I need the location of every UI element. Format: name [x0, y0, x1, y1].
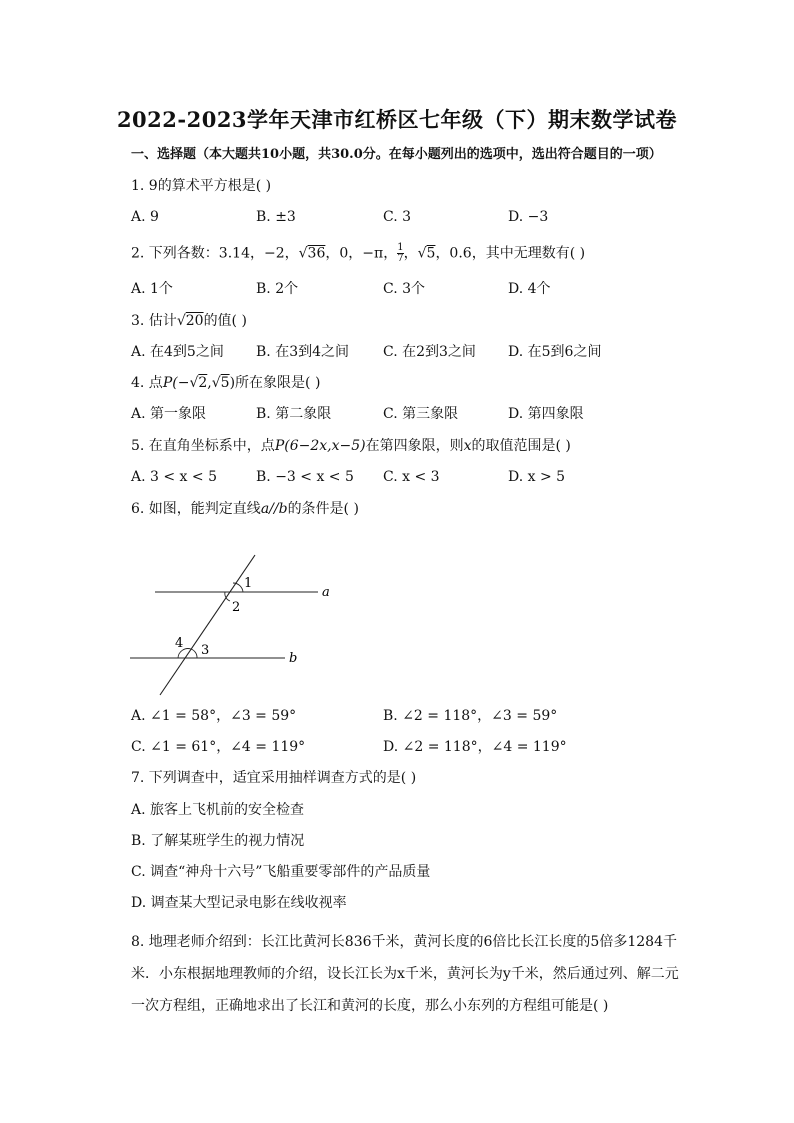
q6-option-b: B. ∠2 = 118°，∠3 = 59°	[383, 708, 558, 724]
q5-variable: x	[463, 438, 472, 454]
q7-option-c: C. 调查“神舟十六号”飞船重要零部件的产品质量	[131, 864, 431, 880]
q2-option-a: A. 1个	[131, 281, 173, 297]
q3-prefix: 3. 估计	[131, 313, 177, 329]
q3-option-a: A. 在4到5之间	[131, 344, 224, 360]
q4-point-expr: P(−	[162, 375, 190, 391]
question-1: 1. 9的算术平方根是( )	[131, 178, 272, 194]
q1-option-a: A. 9	[131, 209, 159, 225]
transversal	[160, 555, 255, 695]
q3-option-c: C. 在2到3之间	[383, 344, 476, 360]
q2-option-d: D. 4个	[508, 281, 551, 297]
q6-option-a: A. ∠1 = 58°，∠3 = 59°	[131, 708, 297, 724]
q4-option-d: D. 第四象限	[508, 406, 584, 422]
q4-prefix: 4. 点	[131, 375, 163, 391]
angle-4-label: 4	[175, 636, 184, 651]
q7-option-a: A. 旅客上飞机前的安全检查	[131, 802, 305, 818]
q2-suffix: ，0.6，其中无理数有( )	[435, 245, 586, 262]
angle-3-label: 3	[201, 643, 210, 658]
q2-sqrt-5: 5	[426, 245, 436, 262]
q2-sqrt-36: 36	[307, 245, 326, 262]
q6-option-c: C. ∠1 = 61°，∠4 = 119°	[131, 739, 306, 755]
question-8: 8. 地理老师介绍到：长江比黄河长836千米，黄河长度的6倍比长江长度的5倍多1284千米．小东根据地理教师的介绍，设长江长为x千米，黄河长为y千米，然后通过列、解二元一次方程组，正确地求出了长江和黄河的长度，那么小东列的方程组可能是( )	[131, 934, 679, 1014]
q4-suffix: 所在象限是( )	[235, 375, 321, 391]
q3-radicand: 20	[185, 313, 204, 329]
q3-option-b: B. 在3到4之间	[256, 344, 350, 360]
angle-1-label: 1	[244, 576, 253, 591]
q5-prefix: 5. 在直角坐标系中，点	[131, 438, 275, 454]
q2-mid: ，0，−π，	[325, 245, 398, 262]
line-a-label: a	[322, 585, 330, 600]
q1-option-d: D. −3	[508, 209, 549, 225]
parallel-lines-figure	[120, 545, 340, 705]
q2-option-b: B. 2个	[256, 281, 299, 297]
q4-option-b: B. 第二象限	[256, 406, 332, 422]
section-heading: 一、选择题（本大题共10小题，共30.0分。在每小题列出的选项中，选出符合题目的一项）	[131, 147, 662, 162]
q5-option-c: C. x < 3	[383, 469, 440, 485]
q5-option-d: D. x > 5	[508, 469, 566, 485]
q1-option-b: B. ±3	[256, 209, 296, 225]
q2-prefix: 2. 下列各数：3.14，−2，	[131, 245, 299, 262]
q5-option-a: A. 3 < x < 5	[131, 469, 217, 485]
q3-option-d: D. 在5到6之间	[508, 344, 602, 360]
angle-3-arc	[191, 649, 197, 658]
question-5	[131, 437, 571, 455]
question-3: 3. 估计√20的值( )	[131, 313, 247, 329]
line-b-label: b	[289, 651, 298, 666]
question-6	[131, 500, 359, 518]
q4-radicand-5: 5	[220, 375, 230, 391]
q5-point-expr: P(6−2x,x−5)	[274, 438, 366, 454]
q6-option-d: D. ∠2 = 118°，∠4 = 119°	[383, 739, 567, 755]
q2-comma: ，	[403, 245, 418, 262]
page-title: 2022-2023学年天津市红桥区七年级（下）期末数学试卷	[116, 107, 678, 132]
q4-radicand-2: 2	[198, 375, 208, 391]
q7-option-b: B. 了解某班学生的视力情况	[131, 833, 305, 849]
q4-option-a: A. 第一象限	[131, 406, 207, 422]
q1-option-c: C. 3	[383, 209, 412, 225]
q2-option-c: C. 3个	[383, 281, 426, 297]
angle-2-label: 2	[232, 600, 241, 615]
q4-comma: ,	[207, 375, 212, 391]
q6-prefix: 6. 如图，能判定直线	[131, 501, 261, 517]
q6-suffix: 的条件是( )	[287, 501, 359, 517]
question-7: 7. 下列调查中，适宜采用抽样调查方式的是( )	[131, 770, 417, 786]
q5-mid: 在第四象限，则	[365, 438, 464, 454]
question-2: 2. 下列各数：3.14，−2，√36，0，−π， $\frac{1}{7}$ ，√5，0.6，其中无理数有( )	[131, 242, 586, 264]
q2-numerator: 1	[397, 242, 404, 253]
q4-option-c: C. 第三象限	[383, 406, 459, 422]
question-4: 4. 点P(−√2,√5)所在象限是( )	[131, 375, 321, 391]
q3-suffix: 的值( )	[203, 313, 247, 329]
q5-suffix: 的取值范围是( )	[471, 438, 571, 454]
q2-denominator: 7	[397, 253, 404, 264]
q5-option-b: B. −3 < x < 5	[256, 469, 354, 485]
q7-option-d: D. 调查某大型记录电影在线收视率	[131, 895, 347, 911]
q4-close: )	[229, 375, 236, 391]
q6-parallel-expr: a//b	[260, 501, 288, 517]
